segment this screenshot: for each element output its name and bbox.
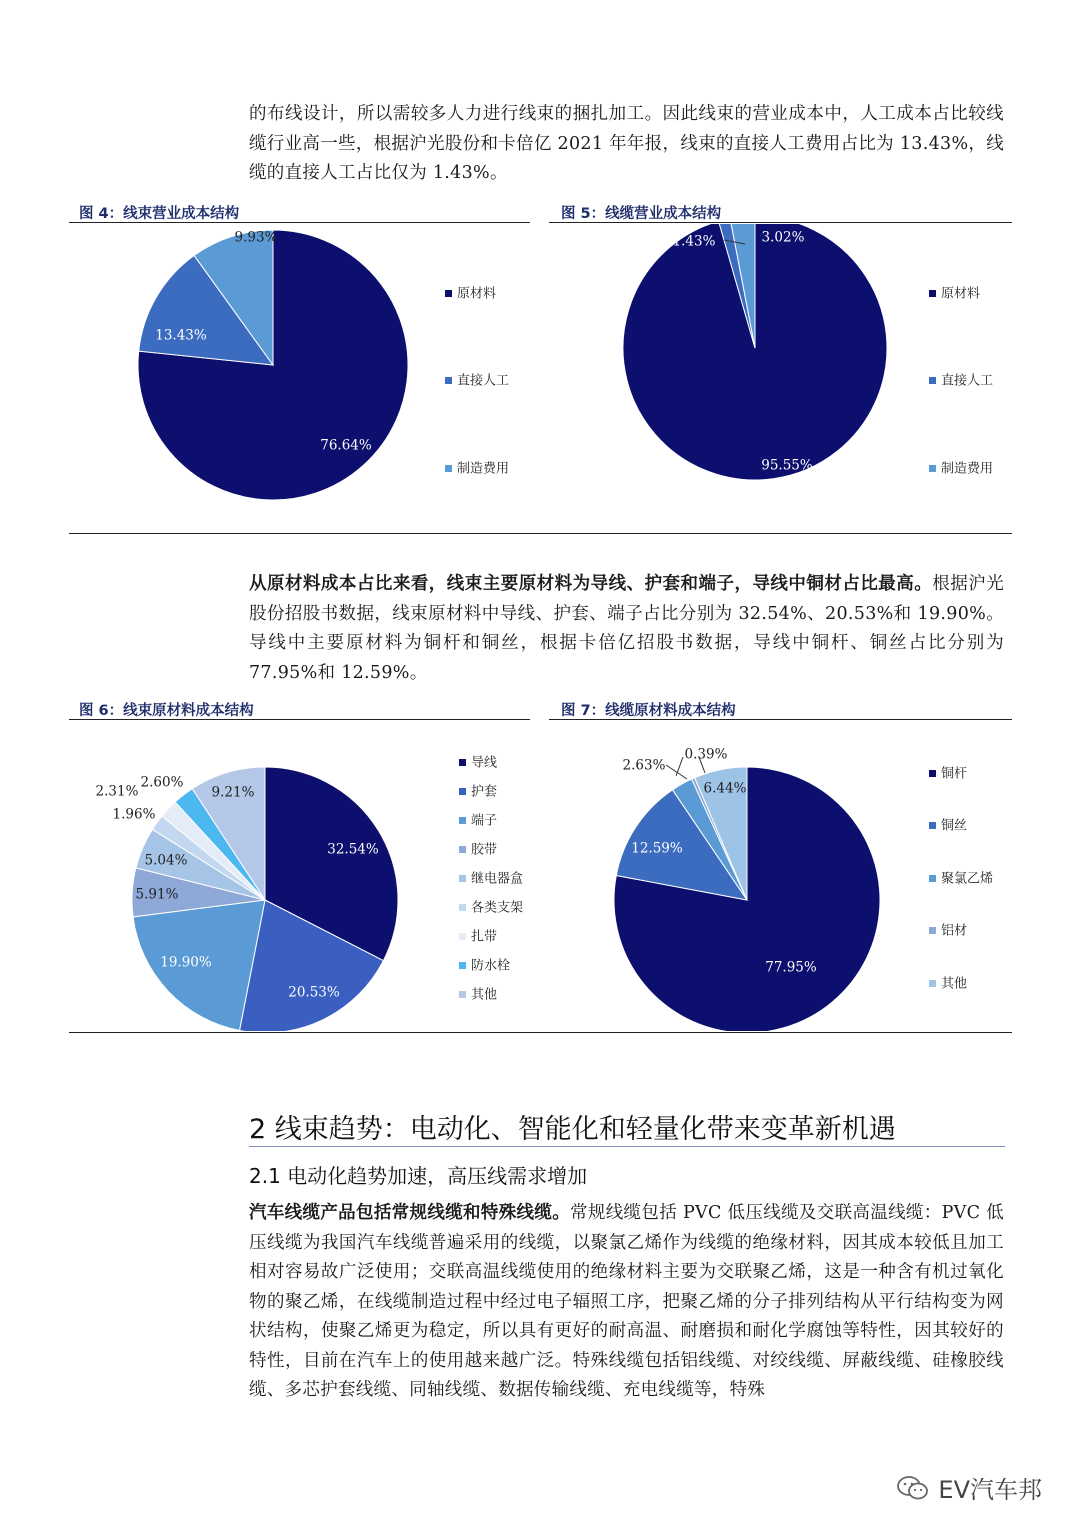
figure-5-pie-chart — [549, 224, 1012, 532]
pie-data-label: 9.93% — [234, 229, 278, 246]
cable-paragraph-body: 常规线缆包括 PVC 低压线缆及交联高温线缆：PVC 低压线缆为我国汽车线缆普遍采用的线缆，以聚氯乙烯作为线缆的绝缘材料，因其成本较低且加工相对容易故广泛使用；交联高温线缆使用的绝缘材料主要为交联聚乙烯，这是一种含有机过氧化物的聚乙烯，在线缆制造过程中经过电子辐照工序，把聚乙烯的分子排列结构从平行结构变为网状结构，使聚乙烯更为稳定，所以具有更好的耐高温、耐磨损和耐化学腐蚀等特性，因其较好的特性，目前在汽车上的使用越来越广泛。特殊线缆包括铝线缆、对绞线缆、屏蔽线缆、硅橡胶线缆、多芯护套线缆、同轴线缆、数据传输线缆、充电线缆等，特殊 — [249, 1203, 1004, 1400]
figure-6-pie-chart — [69, 721, 530, 1031]
intro-paragraph: 的布线设计，所以需较多人力进行线束的捆扎加工。因此线束的营业成本中，人工成本占比较线缆行业高一些，根据沪光股份和卡倍亿 2021 年年报，线束的直接人工费用占比为 13.43%，线缆的直接人工占比仅为 1.43%。 — [249, 104, 1004, 183]
cable-paragraph — [249, 1199, 1004, 1406]
legend-swatch — [929, 822, 936, 829]
figure-4-top-rule — [69, 222, 530, 223]
legend-label: 扎带 — [471, 929, 498, 945]
figure-5-caption: 图 5：线缆营业成本结构 — [561, 206, 722, 222]
materials-paragraph — [249, 570, 1004, 688]
legend-label: 原材料 — [457, 286, 497, 302]
figure-6-top-rule — [69, 719, 530, 720]
pie-data-label: 2.31% — [95, 783, 139, 800]
legend-swatch — [459, 788, 466, 795]
pie-data-label: 0.39% — [684, 746, 728, 763]
legend-swatch — [459, 904, 466, 911]
legend-label: 直接人工 — [457, 373, 510, 389]
legend-swatch — [459, 817, 466, 824]
legend-swatch — [929, 377, 936, 384]
legend-label: 其他 — [941, 976, 968, 992]
pie-data-label: 1.43% — [672, 233, 716, 250]
legend-label: 铜杆 — [941, 766, 968, 782]
figure-5-top-rule — [549, 222, 1012, 223]
materials-paragraph-body: 根据沪光股份招股书数据，线束原材料中导线、护套、端子占比分别为 32.54%、20.53%和 19.90%。导线中主要原材料为铜杆和铜丝，根据卡倍亿招股书数据，导线中铜杆、铜丝占比分别为 77.95%和 12.59%。 — [249, 574, 1004, 683]
legend-swatch — [929, 980, 936, 987]
legend-swatch — [459, 759, 466, 766]
legend-label: 继电器盒 — [471, 871, 524, 887]
wechat-icon — [896, 1475, 930, 1501]
materials-paragraph-lead: 从原材料成本占比来看，线束主要原材料为导线、护套和端子，导线中铜材占比最高。 — [249, 574, 933, 594]
pie-data-label: 12.59% — [631, 840, 683, 857]
legend-label: 直接人工 — [941, 373, 994, 389]
legend-label: 护套 — [471, 784, 498, 800]
legend-swatch — [929, 875, 936, 882]
pie-data-label: 13.43% — [155, 327, 207, 344]
pie-data-label: 19.90% — [160, 954, 212, 971]
leader-line — [676, 757, 683, 776]
legend-label: 各类支架 — [471, 900, 524, 916]
pie-data-label: 76.64% — [320, 437, 372, 454]
watermark — [896, 1470, 1042, 1505]
pie-data-label: 5.04% — [144, 852, 188, 869]
figures-6-7-bottom-rule — [69, 1032, 1012, 1033]
figure-6-caption: 图 6：线束原材料成本结构 — [79, 703, 254, 719]
pie-data-label: 5.91% — [135, 886, 179, 903]
legend-swatch — [459, 846, 466, 853]
pie-data-label: 2.60% — [140, 774, 184, 791]
subsection-heading: 2.1 电动化趋势加速，高压线需求增加 — [249, 1164, 588, 1188]
figures-4-5-bottom-rule — [69, 533, 1012, 534]
pie-data-label: 95.55% — [761, 457, 813, 474]
legend-label: 胶带 — [471, 842, 498, 858]
figure-4-pie-chart — [69, 224, 530, 532]
legend-label: 导线 — [471, 755, 498, 771]
pie-data-label: 1.96% — [112, 806, 156, 823]
legend-label: 其他 — [471, 987, 498, 1003]
legend-label: 铜丝 — [941, 818, 968, 834]
watermark-text: EV汽车邦 — [938, 1476, 1042, 1504]
legend-swatch — [445, 465, 452, 472]
legend-swatch — [459, 875, 466, 882]
legend-swatch — [459, 933, 466, 940]
legend-label: 制造费用 — [941, 461, 994, 477]
leader-line — [666, 765, 687, 779]
legend-label: 聚氯乙烯 — [941, 871, 994, 887]
legend-label: 原材料 — [941, 286, 981, 302]
legend-swatch — [445, 290, 452, 297]
pie-data-label: 20.53% — [288, 984, 340, 1001]
pie-data-label: 77.95% — [765, 959, 817, 976]
section-heading-rule — [249, 1146, 1005, 1147]
legend-swatch — [929, 465, 936, 472]
legend-label: 端子 — [471, 813, 498, 829]
figure-7-caption: 图 7：线缆原材料成本结构 — [561, 703, 736, 719]
pie-data-label: 6.44% — [703, 780, 747, 797]
figure-7-pie-chart — [549, 721, 1012, 1031]
figure-4-caption: 图 4：线束营业成本结构 — [79, 206, 240, 222]
cable-paragraph-lead: 汽车线缆产品包括常规线缆和特殊线缆。 — [249, 1203, 571, 1223]
legend-label: 铝材 — [941, 923, 968, 939]
section-heading: 2 线束趋势：电动化、智能化和轻量化带来变革新机遇 — [249, 1114, 896, 1145]
legend-swatch — [445, 377, 452, 384]
pie-data-label: 32.54% — [327, 841, 379, 858]
legend-swatch — [929, 290, 936, 297]
figure-7-top-rule — [549, 719, 1012, 720]
legend-label: 防水栓 — [471, 958, 511, 974]
legend-swatch — [459, 962, 466, 969]
pie-data-label: 2.63% — [622, 757, 666, 774]
legend-swatch — [929, 770, 936, 777]
pie-data-label: 3.02% — [761, 229, 805, 246]
pie-data-label: 9.21% — [211, 784, 255, 801]
legend-swatch — [929, 927, 936, 934]
legend-label: 制造费用 — [457, 461, 510, 477]
legend-swatch — [459, 991, 466, 998]
